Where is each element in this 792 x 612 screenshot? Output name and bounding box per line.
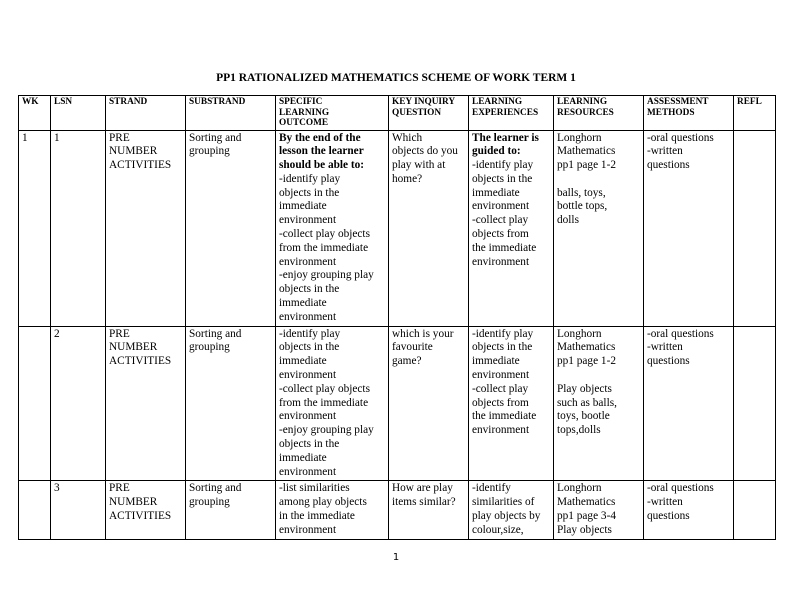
page-number: 1 [392,552,400,563]
column-header: KEY INQUIRY QUESTION [389,96,469,131]
cell-assess-text: -oral questions -written questions [647,327,714,368]
cell-slo-text: -identify play objects in the immediate environment -collect play objects from the immediate environment -enjoy grouping play objects in the immediate environment [279,172,374,323]
cell-strand [106,481,186,539]
cell-substrand [186,130,276,326]
cell-le [469,130,554,326]
cell-kiq-text: How are play items similar? [392,482,456,509]
cell-le-text: -identify similarities of play objects by colour,size, [472,482,541,536]
table-row [19,481,776,539]
cell-assess [644,130,734,326]
cell-kiq-text: which is your favourite game? [392,327,454,368]
cell-slo [276,481,389,539]
cell-strand [106,130,186,326]
cell-refl [734,481,776,539]
cell-substrand-text: Sorting and grouping [189,131,242,158]
column-header: ASSESSMENT METHODS [644,96,734,131]
cell-refl [734,130,776,326]
cell-assess-text: -oral questions -written questions [647,131,714,172]
cell-res [554,481,644,539]
cell-lsn [51,130,106,326]
cell-lsn-text: 2 [54,327,60,340]
cell-le [469,481,554,539]
cell-slo-text: -list similarities among play objects in the immediate environment [279,482,367,536]
cell-slo [276,326,389,481]
document-title: PP1 RATIONALIZED MATHEMATICS SCHEME OF WORK TERM 1 [216,72,576,84]
cell-substrand-text: Sorting and grouping [189,482,242,509]
cell-wk [19,130,51,326]
column-header: SPECIFIC LEARNING OUTCOME [276,96,389,131]
cell-substrand-text: Sorting and grouping [189,327,242,354]
cell-wk-text: 1 [22,131,28,144]
cell-le [469,326,554,481]
cell-refl [734,326,776,481]
cell-le-text: -identify play objects in the immediate environment -collect play objects from the immediate environment [472,327,537,437]
cell-strand-text: PRE NUMBER ACTIVITIES [109,131,172,172]
cell-strand [106,326,186,481]
cell-substrand [186,326,276,481]
cell-slo-text: -identify play objects in the immediate environment -collect play objects from the immediate environment -enjoy grouping play objects in the immediate environment [279,327,374,478]
cell-res-text: Longhorn Mathematics pp1 page 1-2 Play objects such as balls, toys, bootle tops,dolls [557,327,617,437]
cell-kiq-text: Which objects do you play with at home? [392,131,458,185]
cell-le-intro: The learner is guided to: [472,131,539,158]
table-row [19,130,776,326]
cell-wk [19,481,51,539]
cell-assess [644,481,734,539]
cell-strand-text: PRE NUMBER ACTIVITIES [109,327,172,368]
cell-kiq [389,130,469,326]
header-row [19,96,776,131]
column-header: WK [19,96,51,131]
cell-res [554,130,644,326]
cell-lsn [51,481,106,539]
cell-assess-text: -oral questions -written questions [647,482,714,523]
cell-res [554,326,644,481]
column-header: REFL [734,96,776,131]
column-header: STRAND [106,96,186,131]
cell-le-text: -identify play objects in the immediate environment -collect play objects from the immediate environment [472,159,537,268]
scheme-of-work-table [18,95,776,540]
cell-lsn-text: 1 [54,131,60,144]
column-header: LEARNING RESOURCES [554,96,644,131]
cell-lsn-text: 3 [54,482,60,495]
table-row [19,326,776,481]
cell-slo [276,130,389,326]
cell-res-text: Longhorn Mathematics pp1 page 3-4 Play objects [557,482,616,536]
column-header: LEARNING EXPERIENCES [469,96,554,131]
cell-wk [19,326,51,481]
cell-res-text: Longhorn Mathematics pp1 page 1-2 balls, toys, bottle tops, dolls [557,131,616,227]
cell-slo-intro: By the end of the lesson the learner should be able to: [279,131,365,172]
cell-strand-text: PRE NUMBER ACTIVITIES [109,482,172,523]
column-header: SUBSTRAND [186,96,276,131]
cell-substrand [186,481,276,539]
cell-kiq [389,326,469,481]
cell-kiq [389,481,469,539]
column-header: LSN [51,96,106,131]
cell-lsn [51,326,106,481]
cell-assess [644,326,734,481]
